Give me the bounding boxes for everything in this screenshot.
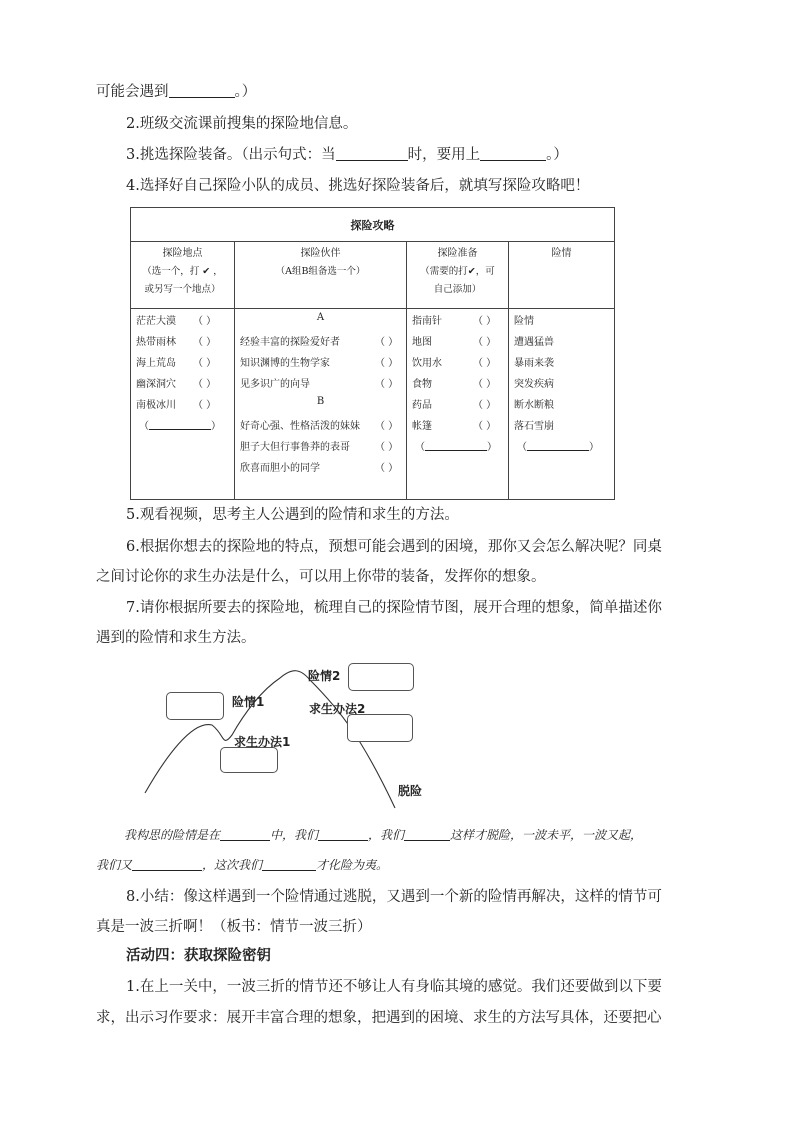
header-danger-label: 险情 xyxy=(551,248,572,259)
header-prep-note-2: 自己添加） xyxy=(433,284,482,295)
paren-open: （ xyxy=(415,442,425,453)
checkbox-paren[interactable]: （ ） xyxy=(473,421,497,432)
step-4: 4.选择好自己探险小队的成员、挑选好探险装备后，就填写探险攻略吧！ xyxy=(126,178,590,194)
story-text: 才化险为夷。 xyxy=(316,858,389,872)
step-2: 2.班级交流课前搜集的探险地信息。 xyxy=(126,116,358,132)
header-prep-note-1: （需要的打✔，可 xyxy=(420,266,495,277)
paren-close: ） xyxy=(211,421,221,432)
activity-4-heading: 活动四：获取探险密钥 xyxy=(126,947,271,964)
partner-option: 好奇心强、性格活泼的妹妹 xyxy=(240,421,360,432)
step-8-line-2: 真是一波三折啊！（板书：情节一波三折） xyxy=(96,919,372,935)
header-prep-label: 探险准备 xyxy=(437,248,478,259)
checkbox-paren[interactable]: （ ） xyxy=(375,442,399,453)
story-text: ，这次我们 xyxy=(202,858,263,872)
step-7-line-1: 7.请你根据所要去的探险地，梳理自己的探险情节图，展开合理的想象，简单描述你 xyxy=(126,600,662,616)
step-3-text-b: 时，要用上 xyxy=(407,147,481,163)
story-blank[interactable] xyxy=(220,826,270,841)
step-3-text-c: 。） xyxy=(546,147,568,163)
story-line-1 xyxy=(124,826,642,843)
escape-label: 脱险 xyxy=(398,784,423,798)
paren-close: ） xyxy=(589,442,599,453)
header-place-note-2: 或另写一个地点） xyxy=(144,284,221,295)
story-blank[interactable] xyxy=(318,826,368,841)
partner-group-b: B xyxy=(316,396,325,407)
danger-option: 落石雪崩 xyxy=(514,421,554,432)
danger-option: 断水断粮 xyxy=(514,400,554,411)
danger-option: 突发疾病 xyxy=(514,379,554,390)
checkbox-paren[interactable]: （ ） xyxy=(473,400,497,411)
paren-close: ） xyxy=(487,442,497,453)
place-option: 幽深洞穴 xyxy=(136,379,176,390)
partner-group-a: A xyxy=(316,312,325,323)
checkbox-paren[interactable]: （ ） xyxy=(375,358,399,369)
place-option: 茫茫大漠 xyxy=(136,316,176,327)
method-2-label: 求生办法2 xyxy=(309,702,366,716)
danger-option: 遭遇猛兽 xyxy=(514,337,554,348)
checkbox-paren[interactable]: （ ） xyxy=(473,358,497,369)
header-partner-label: 探险伙伴 xyxy=(300,248,341,259)
danger-option: 险情 xyxy=(514,316,534,327)
story-blank[interactable] xyxy=(262,856,316,871)
prep-option: 饮用水 xyxy=(412,358,442,369)
activity-4-item-1-line-2: 求，出示习作要求：展开丰富合理的想象，把遇到的困境、求生的方法写具体，还要把心 xyxy=(96,1010,662,1026)
partner-option: 欣喜而胆小的同学 xyxy=(240,463,320,474)
checkbox-paren[interactable]: （ ） xyxy=(375,463,399,474)
partner-option: 经验丰富的探险爱好者 xyxy=(240,337,340,348)
checkbox-paren[interactable]: （ ） xyxy=(473,337,497,348)
method-1-box[interactable] xyxy=(220,747,278,773)
prep-option: 指南针 xyxy=(412,316,442,327)
prep-option: 地图 xyxy=(412,337,432,348)
method-2-box[interactable] xyxy=(347,714,413,742)
partner-option: 知识渊博的生物学家 xyxy=(240,358,330,369)
story-text: 我们又 xyxy=(96,858,133,872)
story-line-2 xyxy=(96,856,388,873)
story-text: 我构思的险情是在 xyxy=(124,828,221,842)
story-text: 中，我们 xyxy=(270,828,319,842)
step-8-line-1: 8.小结：像这样遇到一个险情通过逃脱，又遇到一个新的险情再解决，这样的情节可 xyxy=(126,889,662,905)
place-option: 南极冰川 xyxy=(136,400,176,411)
checkbox-paren[interactable]: （ ） xyxy=(473,379,497,390)
place-option: 海上荒岛 xyxy=(136,358,176,369)
checkbox-paren[interactable]: （ ） xyxy=(375,421,399,432)
step-5: 5.观看视频，思考主人公遇到的险情和求生的方法。 xyxy=(126,507,459,523)
checkbox-paren[interactable]: （ ） xyxy=(375,337,399,348)
paren-open: （ xyxy=(517,442,527,453)
step-6-line-2: 之间讨论你的求生办法是什么，可以用上你带的装备，发挥你的想象。 xyxy=(96,569,546,585)
danger-option: 暴雨来袭 xyxy=(514,358,554,369)
partner-option: 见多识广的向导 xyxy=(240,379,310,390)
danger-2-label: 险情2 xyxy=(308,669,341,683)
header-place-label: 探险地点 xyxy=(162,248,203,259)
danger-1-label: 险情1 xyxy=(232,695,265,709)
header-partner-note: （A组B组备选一个） xyxy=(275,266,366,277)
paren-open: （ xyxy=(139,421,149,432)
checkbox-paren[interactable]: （ ） xyxy=(473,316,497,327)
method-1-label: 求生办法1 xyxy=(234,735,291,749)
checkbox-paren[interactable]: （ ） xyxy=(193,337,217,348)
danger-1-box[interactable] xyxy=(166,692,224,720)
partner-option: 胆子大但行事鲁莽的表哥 xyxy=(240,442,350,453)
step-7-line-2: 遇到的险情和求生方法。 xyxy=(96,630,256,646)
intro-text-a: 可能会遇到 xyxy=(96,84,169,100)
place-option: 热带雨林 xyxy=(136,337,176,348)
prep-option: 药品 xyxy=(412,400,432,411)
story-text: ，我们 xyxy=(368,828,405,842)
checkbox-paren[interactable]: （ ） xyxy=(193,379,217,390)
intro-text-b: 。） xyxy=(234,84,257,100)
activity-4-item-1-line-1: 1.在上一关中，一波三折的情节还不够让人有身临其境的感觉。我们还要做到以下要 xyxy=(126,979,662,995)
step-3-text-a: 3.挑选探险装备。（出示句式：当 xyxy=(126,147,336,163)
prep-option: 帐篷 xyxy=(412,421,432,432)
checkbox-paren[interactable]: （ ） xyxy=(193,358,217,369)
checkbox-paren[interactable]: （ ） xyxy=(193,316,217,327)
story-blank[interactable] xyxy=(404,826,450,841)
story-blank[interactable] xyxy=(132,856,202,871)
checkbox-paren[interactable]: （ ） xyxy=(193,400,217,411)
danger-2-box[interactable] xyxy=(348,663,414,691)
step-6-line-1: 6.根据你想去的探险地的特点，预想可能会遇到的困境，那你又会怎么解决呢？同桌 xyxy=(126,539,662,555)
table-title: 探险攻略 xyxy=(131,208,615,242)
header-place-note-1: （选一个，打 ✔ ， xyxy=(142,266,223,277)
checkbox-paren[interactable]: （ ） xyxy=(375,379,399,390)
story-text: 这样才脱险，一波未平，一波又起， xyxy=(450,828,643,842)
prep-option: 食物 xyxy=(412,379,432,390)
